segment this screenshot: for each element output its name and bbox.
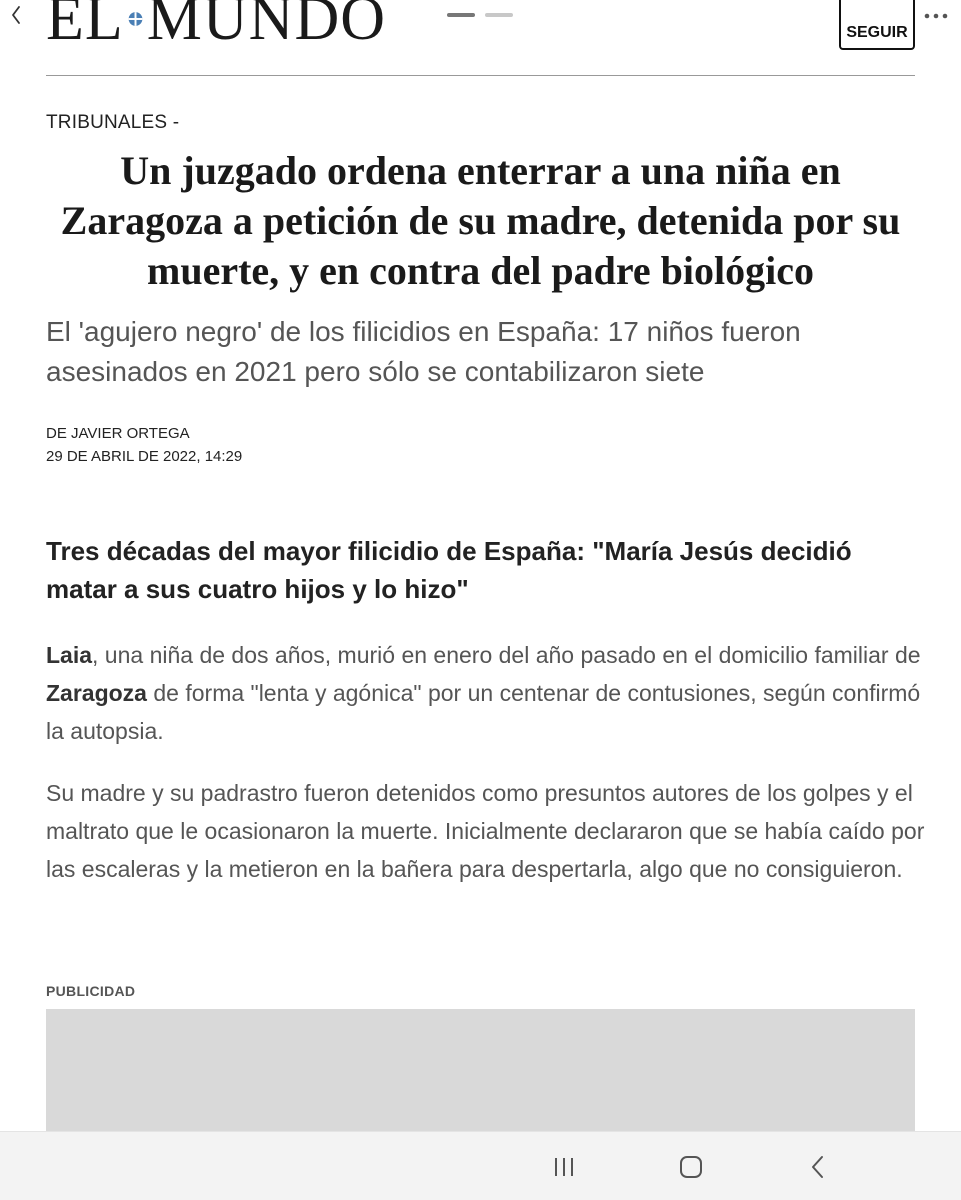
ad-label: PUBLICIDAD <box>46 983 136 999</box>
more-dots-icon[interactable] <box>920 6 952 26</box>
follow-button[interactable] <box>839 0 915 50</box>
back-button[interactable] <box>798 1152 838 1182</box>
recent-apps-icon <box>552 1155 576 1179</box>
ad-placeholder[interactable] <box>46 1009 915 1133</box>
el-mundo-logo[interactable] <box>46 0 386 52</box>
tab-indicator-active[interactable] <box>447 13 475 17</box>
logo-text-left: EL <box>46 0 124 52</box>
author-byline[interactable]: DE JAVIER ORTEGA <box>46 425 190 442</box>
publish-date: 29 DE ABRIL DE 2022, 14:29 <box>46 448 243 465</box>
home-button[interactable] <box>671 1152 711 1182</box>
header-divider <box>46 75 915 76</box>
article-paragraph-2: Su madre y su padrastro fueron detenidos como presuntos autores de los golpes y el maltrato que le ocasionaron la muerte. Inicialmente declararon que se había caído por las escaleras y la metieron en la bañera para despertarla, algo que no consiguieron. <box>46 780 925 882</box>
paragraph-1-text-b: de forma "lenta y agónica" por un centenar de contusiones, según confirmó la autopsia. <box>46 680 921 744</box>
follow-button-label: SEGUIR <box>846 24 908 41</box>
browser-top-bar <box>0 0 961 76</box>
article-paragraph-1 <box>46 636 926 750</box>
paragraph-1-text-a: , una niña de dos años, murió en enero del año pasado en el domicilio familiar de <box>92 642 921 668</box>
back-icon <box>808 1154 828 1180</box>
globe-icon <box>128 0 143 42</box>
bold-city: Zaragoza <box>46 680 147 706</box>
related-article-link[interactable]: Tres décadas del mayor filicidio de España: "María Jesús decidió matar a sus cuatro hijos y lo hizo" <box>46 536 852 604</box>
home-icon <box>678 1154 704 1180</box>
tab-indicators[interactable] <box>447 13 513 17</box>
article-subtitle: El 'agujero negro' de los filicidios en España: 17 niños fueron asesinados en 2021 pero sólo se contabilizaron siete <box>46 316 801 387</box>
system-nav-bar <box>0 1131 961 1200</box>
logo-text-right: MUNDO <box>146 0 386 52</box>
chevron-left-icon[interactable] <box>6 2 26 28</box>
bold-name: Laia <box>46 642 93 668</box>
section-label[interactable]: TRIBUNALES - <box>46 112 180 133</box>
tab-indicator-inactive[interactable] <box>485 13 513 17</box>
recent-apps-button[interactable] <box>544 1152 584 1182</box>
article-headline: Un juzgado ordena enterrar a una niña en Zaragoza a petición de su madre, detenida por su muerte, y en contra del padre biológico <box>60 148 901 293</box>
